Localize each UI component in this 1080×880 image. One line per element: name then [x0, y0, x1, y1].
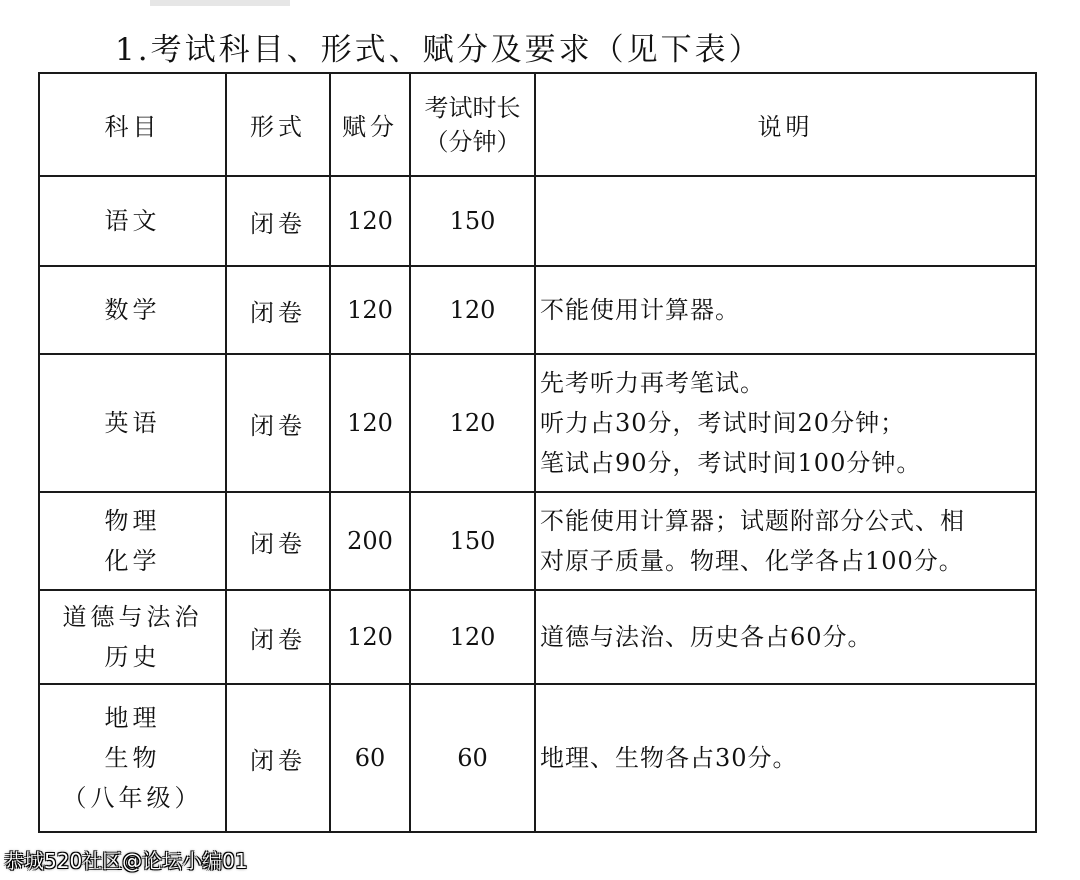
header-duration-line2: （分钟） — [424, 127, 521, 156]
cell-notes — [535, 266, 1036, 354]
header-duration-line1: 考试时长 — [424, 93, 521, 122]
header-duration — [410, 73, 535, 176]
cell-format: 闭卷 — [226, 684, 330, 832]
cell-format: 闭卷 — [226, 492, 330, 590]
subject-line: 历史 — [104, 643, 161, 671]
cell-subject — [39, 684, 226, 832]
subject-line: 生物 — [104, 744, 161, 772]
cell-subject — [39, 176, 226, 266]
table-row — [39, 492, 1036, 590]
header-subject: 科目 — [39, 73, 226, 176]
cell-duration: 60 — [410, 684, 535, 832]
notes-line: 不能使用计算器；试题附部分公式、相 — [540, 507, 965, 535]
cell-format: 闭卷 — [226, 590, 330, 684]
notes-line: 笔试占90分，考试时间100分钟。 — [540, 449, 922, 477]
table-row — [39, 266, 1036, 354]
cell-format: 闭卷 — [226, 354, 330, 492]
notes-line: 地理、生物各占30分。 — [540, 744, 798, 772]
table-body — [39, 176, 1036, 832]
cell-format: 闭卷 — [226, 266, 330, 354]
cell-notes — [535, 354, 1036, 492]
notes-line: 不能使用计算器。 — [540, 296, 740, 324]
cell-notes — [535, 492, 1036, 590]
cell-duration: 120 — [410, 354, 535, 492]
section-title: 1.考试科目、形式、赋分及要求（见下表） — [115, 32, 763, 68]
cell-duration: 150 — [410, 492, 535, 590]
header-score: 赋分 — [330, 73, 410, 176]
subject-line: （八年级） — [62, 784, 203, 812]
table-row — [39, 590, 1036, 684]
subject-line: 道德与法治 — [62, 603, 203, 631]
cell-duration: 120 — [410, 590, 535, 684]
subject-line: 语文 — [104, 207, 161, 235]
subject-line: 英语 — [104, 409, 161, 437]
notes-line: 道德与法治、历史各占60分。 — [540, 623, 873, 651]
table-row — [39, 354, 1036, 492]
cell-notes — [535, 176, 1036, 266]
top-cropped-text — [150, 0, 290, 6]
subject-line: 物理 — [104, 507, 161, 535]
cell-duration: 120 — [410, 266, 535, 354]
cell-notes — [535, 590, 1036, 684]
exam-table — [38, 72, 1037, 833]
cell-subject — [39, 590, 226, 684]
table-header-row — [39, 73, 1036, 176]
cell-score: 120 — [330, 590, 410, 684]
header-format: 形式 — [226, 73, 330, 176]
cell-score: 200 — [330, 492, 410, 590]
cell-subject — [39, 266, 226, 354]
cell-score: 120 — [330, 354, 410, 492]
subject-line: 化学 — [104, 547, 161, 575]
watermark-text: 恭城520社区@论坛小编01 — [4, 849, 248, 873]
subject-line: 数学 — [104, 296, 161, 324]
notes-line: 先考听力再考笔试。 — [540, 369, 765, 397]
cell-score: 60 — [330, 684, 410, 832]
notes-line: 听力占30分，考试时间20分钟； — [540, 409, 906, 437]
cell-subject — [39, 492, 226, 590]
header-notes: 说明 — [535, 73, 1036, 176]
cell-duration: 150 — [410, 176, 535, 266]
table-row — [39, 684, 1036, 832]
cell-notes — [535, 684, 1036, 832]
cell-score: 120 — [330, 176, 410, 266]
subject-line: 地理 — [104, 704, 161, 732]
notes-line: 对原子质量。物理、化学各占100分。 — [540, 547, 964, 575]
cell-score: 120 — [330, 266, 410, 354]
cell-format: 闭卷 — [226, 176, 330, 266]
table-row — [39, 176, 1036, 266]
cell-subject — [39, 354, 226, 492]
